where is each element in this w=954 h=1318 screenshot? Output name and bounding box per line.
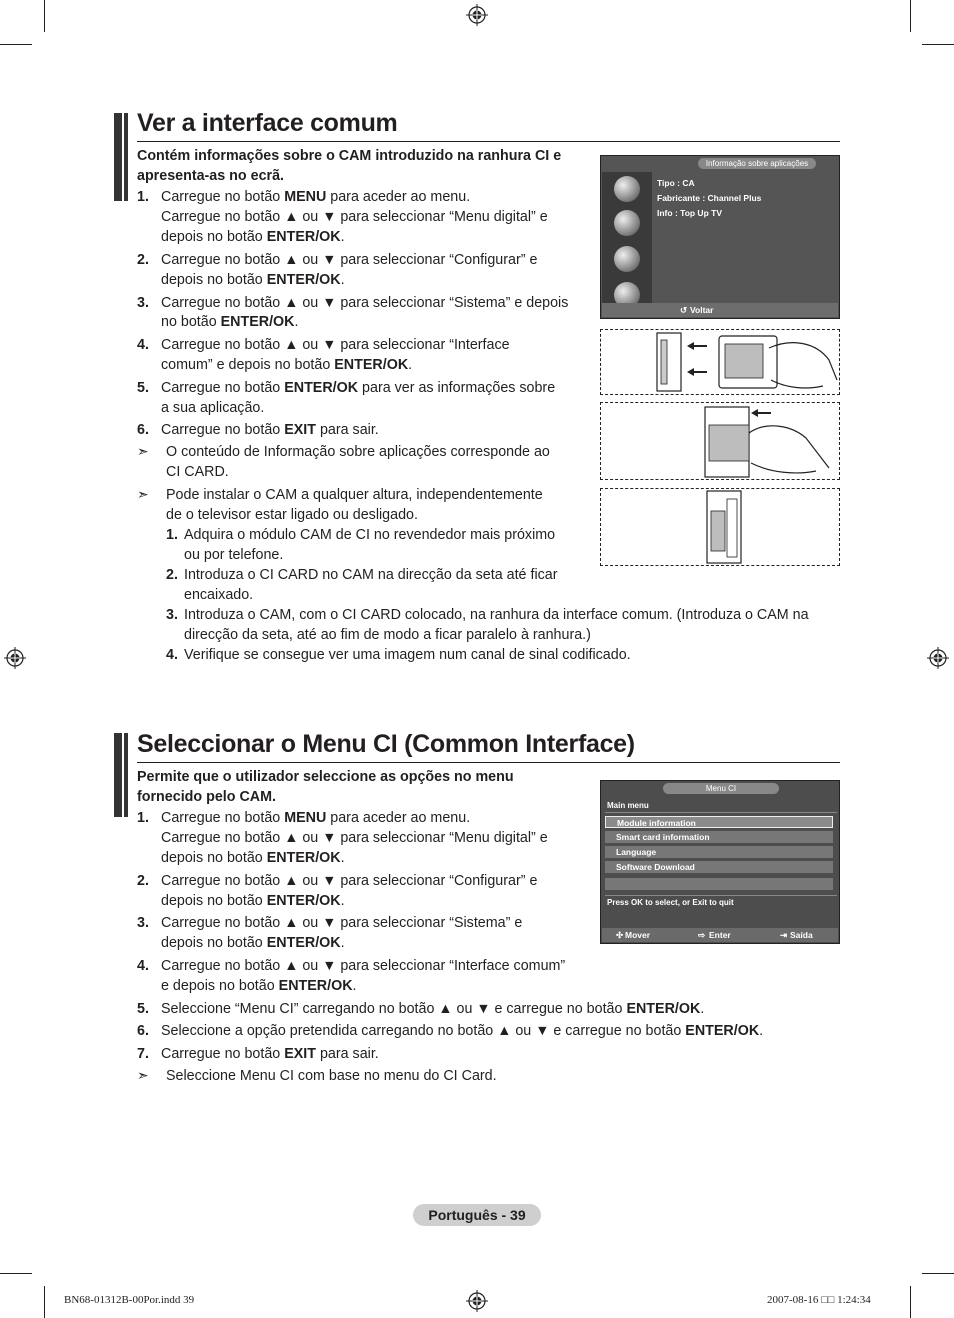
crop-mark bbox=[910, 1286, 911, 1318]
screen-footer bbox=[602, 928, 838, 942]
info-manufacturer: Fabricante : Channel Plus bbox=[657, 193, 762, 203]
step-keyword: ENTER/OK bbox=[334, 357, 409, 373]
info-type: Tipo : CA bbox=[657, 178, 695, 188]
step-keyword: MENU bbox=[284, 189, 327, 205]
step-number: 1. bbox=[137, 189, 149, 205]
step-number: 6. bbox=[137, 422, 149, 438]
crop-mark bbox=[910, 0, 911, 32]
divider bbox=[605, 895, 837, 896]
step-line bbox=[161, 871, 537, 891]
step-text: . bbox=[340, 935, 345, 951]
step-keyword: ENTER/OK bbox=[284, 380, 359, 396]
step-text: Carregue no botão bbox=[161, 1046, 285, 1062]
intro-line: apresenta-as no ecrã. bbox=[137, 168, 285, 184]
substep-line: Verifique se consegue ver uma imagem num canal de sinal codificado. bbox=[184, 647, 631, 663]
step-text: Carregue no botão bbox=[161, 810, 285, 826]
cam-step-3-illustration bbox=[600, 488, 840, 566]
step-line bbox=[161, 250, 537, 270]
step-text: Carregue no botão ▲ ou ▼ para seleccionar “Configurar” e bbox=[161, 873, 538, 889]
note-arrow-icon: ➣ bbox=[137, 1067, 149, 1083]
menu-item-empty bbox=[605, 878, 833, 890]
step-text: depois no botão bbox=[161, 893, 267, 909]
step-number: 5. bbox=[137, 1001, 149, 1017]
step-keyword: EXIT bbox=[284, 422, 316, 438]
step-text: Seleccione a opção pretendida carregando no botão ▲ ou ▼ e carregue no botão bbox=[161, 1023, 686, 1039]
step-number: 7. bbox=[137, 1046, 149, 1062]
sound-icon bbox=[614, 210, 640, 236]
step-number: 5. bbox=[137, 380, 149, 396]
note-line: de o televisor estar ligado ou desligado. bbox=[166, 507, 418, 523]
step-line bbox=[161, 293, 568, 313]
screen-title: Informação sobre aplicações bbox=[698, 158, 816, 169]
note-arrow-icon: ➣ bbox=[137, 486, 149, 502]
step-line bbox=[161, 913, 522, 933]
registration-mark-icon bbox=[927, 647, 949, 669]
step-keyword: ENTER/OK bbox=[685, 1023, 760, 1039]
step-keyword: ENTER/OK bbox=[266, 893, 341, 909]
registration-mark-icon bbox=[4, 647, 26, 669]
registration-mark-icon bbox=[466, 1290, 488, 1312]
step-keyword: EXIT bbox=[284, 1046, 316, 1062]
info-details: Info : Top Up TV bbox=[657, 208, 722, 218]
step-line bbox=[161, 335, 510, 355]
step-line bbox=[161, 227, 345, 247]
substep-number: 4. bbox=[166, 647, 178, 663]
step-text: Carregue no botão ▲ ou ▼ para seleccionar “Interface bbox=[161, 337, 510, 353]
step-text: . bbox=[340, 850, 345, 866]
step-line bbox=[161, 933, 345, 953]
return-icon: ↺ bbox=[680, 305, 688, 315]
note-arrow-icon: ➣ bbox=[137, 443, 149, 459]
divider bbox=[605, 812, 837, 813]
step-line bbox=[161, 378, 555, 398]
substep-line: Introduza o CAM, com o CI CARD colocado, na ranhura da interface comum. (Introduza o CAM na bbox=[184, 607, 809, 623]
step-line bbox=[161, 956, 565, 976]
step-text: para ver as informações sobre bbox=[358, 380, 556, 396]
step-text: Carregue no botão ▲ ou ▼ para seleccionar “Menu digital” e bbox=[161, 830, 548, 846]
step-number: 2. bbox=[137, 873, 149, 889]
step-text: para sair. bbox=[315, 422, 379, 438]
step-number: 4. bbox=[137, 337, 149, 353]
step-line bbox=[161, 999, 704, 1019]
substep-number: 1. bbox=[166, 527, 178, 543]
crop-mark bbox=[0, 44, 32, 45]
screen-footer bbox=[602, 303, 838, 317]
step-text: . bbox=[340, 229, 345, 245]
section-bar bbox=[114, 113, 128, 201]
substep-line: ou por telefone. bbox=[184, 547, 284, 563]
step-keyword: ENTER/OK bbox=[266, 272, 341, 288]
enter-icon: ⇨ bbox=[698, 930, 706, 940]
step-text: Carregue no botão ▲ ou ▼ para seleccionar “Configurar” e bbox=[161, 252, 538, 268]
step-line bbox=[161, 1044, 379, 1064]
step-text: Carregue no botão bbox=[161, 422, 285, 438]
intro-line: Permite que o utilizador seleccione as opções no menu bbox=[137, 769, 514, 785]
title-rule bbox=[137, 141, 840, 142]
setup-icon bbox=[614, 246, 640, 272]
crop-mark bbox=[922, 1273, 954, 1274]
note-line: Seleccione Menu CI com base no menu do CI Card. bbox=[166, 1068, 497, 1084]
slot-drawing bbox=[601, 489, 838, 564]
step-line bbox=[161, 187, 470, 207]
step-text: a sua aplicação. bbox=[161, 400, 265, 416]
timestamp-slug: 2007-08-16 □□ 1:24:34 bbox=[767, 1294, 871, 1306]
move-icon: ✣ bbox=[616, 930, 624, 940]
intro-line: fornecido pelo CAM. bbox=[137, 789, 276, 805]
step-text: no botão bbox=[161, 314, 221, 330]
step-line bbox=[161, 270, 345, 290]
step-line bbox=[161, 207, 548, 227]
icon-column bbox=[602, 172, 652, 312]
file-slug: BN68-01312B-00Por.indd 39 bbox=[64, 1294, 195, 1306]
step-line bbox=[161, 420, 379, 440]
step-line bbox=[161, 976, 357, 996]
step-text: . bbox=[408, 357, 413, 373]
step-text: Carregue no botão bbox=[161, 189, 285, 205]
step-line bbox=[161, 828, 548, 848]
step-keyword: ENTER/OK bbox=[220, 314, 295, 330]
menu-item[interactable]: Software Download bbox=[605, 861, 833, 873]
substep-line: encaixado. bbox=[184, 587, 254, 603]
step-text: Seleccione “Menu CI” carregando no botão ▲ ou ▼ e carregue no botão bbox=[161, 1001, 627, 1017]
step-line bbox=[161, 355, 412, 375]
step-keyword: ENTER/OK bbox=[278, 978, 353, 994]
step-line bbox=[161, 808, 470, 828]
crop-mark bbox=[44, 1286, 45, 1318]
step-text: . bbox=[700, 1001, 705, 1017]
note-line: O conteúdo de Informação sobre aplicações corresponde ao bbox=[166, 444, 550, 460]
step-text: depois no botão bbox=[161, 272, 267, 288]
note-line: Pode instalar o CAM a qualquer altura, independentemente bbox=[166, 487, 543, 503]
app-info-screen bbox=[600, 155, 840, 319]
exit-icon: ⇥ bbox=[780, 930, 788, 940]
step-text: . bbox=[340, 272, 345, 288]
back-label: Voltar bbox=[690, 305, 714, 315]
step-text: Carregue no botão ▲ ou ▼ para seleccionar “Menu digital” e bbox=[161, 209, 548, 225]
page-number: Português - 39 bbox=[413, 1204, 541, 1226]
substep-number: 2. bbox=[166, 567, 178, 583]
step-number: 1. bbox=[137, 810, 149, 826]
step-number: 4. bbox=[137, 958, 149, 974]
ci-menu-screen bbox=[600, 780, 840, 944]
step-keyword: ENTER/OK bbox=[266, 935, 341, 951]
step-text: depois no botão bbox=[161, 850, 267, 866]
step-keyword: ENTER/OK bbox=[266, 850, 341, 866]
note-line: CI CARD. bbox=[166, 464, 229, 480]
crop-mark bbox=[0, 1273, 32, 1274]
step-text: para aceder ao menu. bbox=[326, 810, 471, 826]
step-number: 3. bbox=[137, 915, 149, 931]
picture-icon bbox=[614, 176, 640, 202]
step-text: depois no botão bbox=[161, 229, 267, 245]
step-text: . bbox=[294, 314, 299, 330]
enter-label: Enter bbox=[709, 930, 731, 940]
section-title: Ver a interface comum bbox=[137, 109, 398, 137]
step-text: Carregue no botão bbox=[161, 380, 285, 396]
substep-line: direcção da seta, até ao fim de modo a ficar paralelo à ranhura.) bbox=[184, 627, 591, 643]
title-rule bbox=[137, 762, 840, 763]
step-text: Carregue no botão ▲ ou ▼ para seleccionar “Sistema” e depois bbox=[161, 295, 569, 311]
intro-line: Contém informações sobre o CAM introduzido na ranhura CI e bbox=[137, 148, 562, 164]
crop-mark bbox=[44, 0, 45, 32]
step-number: 3. bbox=[137, 295, 149, 311]
step-text: Carregue no botão ▲ ou ▼ para seleccionar “Interface comum” bbox=[161, 958, 566, 974]
cam-insert-drawing bbox=[601, 330, 838, 393]
step-text: depois no botão bbox=[161, 935, 267, 951]
registration-mark-icon bbox=[466, 4, 488, 26]
screen-title: Menu CI bbox=[663, 783, 779, 794]
step-number: 6. bbox=[137, 1023, 149, 1039]
menu-prompt: Press OK to select, or Exit to quit bbox=[607, 898, 734, 907]
step-text: . bbox=[352, 978, 357, 994]
menu-item[interactable]: Language bbox=[605, 846, 833, 858]
step-text: para sair. bbox=[315, 1046, 379, 1062]
step-line bbox=[161, 312, 298, 332]
cam-step-1-illustration bbox=[600, 329, 840, 395]
crop-mark bbox=[922, 44, 954, 45]
section-title: Seleccionar o Menu CI (Common Interface) bbox=[137, 730, 635, 758]
step-keyword: ENTER/OK bbox=[626, 1001, 701, 1017]
menu-item-selected[interactable]: Module information bbox=[605, 816, 833, 828]
step-keyword: MENU bbox=[284, 810, 327, 826]
step-line bbox=[161, 1021, 763, 1041]
step-text: comum” e depois no botão bbox=[161, 357, 335, 373]
move-label: Mover bbox=[625, 930, 651, 940]
step-text: . bbox=[340, 893, 345, 909]
substep-number: 3. bbox=[166, 607, 178, 623]
step-keyword: ENTER/OK bbox=[266, 229, 341, 245]
card-insert-drawing bbox=[601, 403, 838, 478]
substep-line: Introduza o CI CARD no CAM na direcção da seta até ficar bbox=[184, 567, 558, 583]
section-bar bbox=[114, 733, 128, 817]
exit-label: Saída bbox=[790, 930, 813, 940]
cam-step-2-illustration bbox=[600, 402, 840, 480]
menu-item[interactable]: Smart card information bbox=[605, 831, 833, 843]
step-line bbox=[161, 848, 345, 868]
step-text: para aceder ao menu. bbox=[326, 189, 471, 205]
main-menu-header: Main menu bbox=[607, 801, 649, 810]
step-line bbox=[161, 398, 264, 418]
step-text: . bbox=[759, 1023, 764, 1039]
step-text: Carregue no botão ▲ ou ▼ para seleccionar “Sistema” e bbox=[161, 915, 523, 931]
step-text: e depois no botão bbox=[161, 978, 279, 994]
step-line bbox=[161, 891, 345, 911]
step-number: 2. bbox=[137, 252, 149, 268]
substep-line: Adquira o módulo CAM de CI no revendedor mais próximo bbox=[184, 527, 556, 543]
